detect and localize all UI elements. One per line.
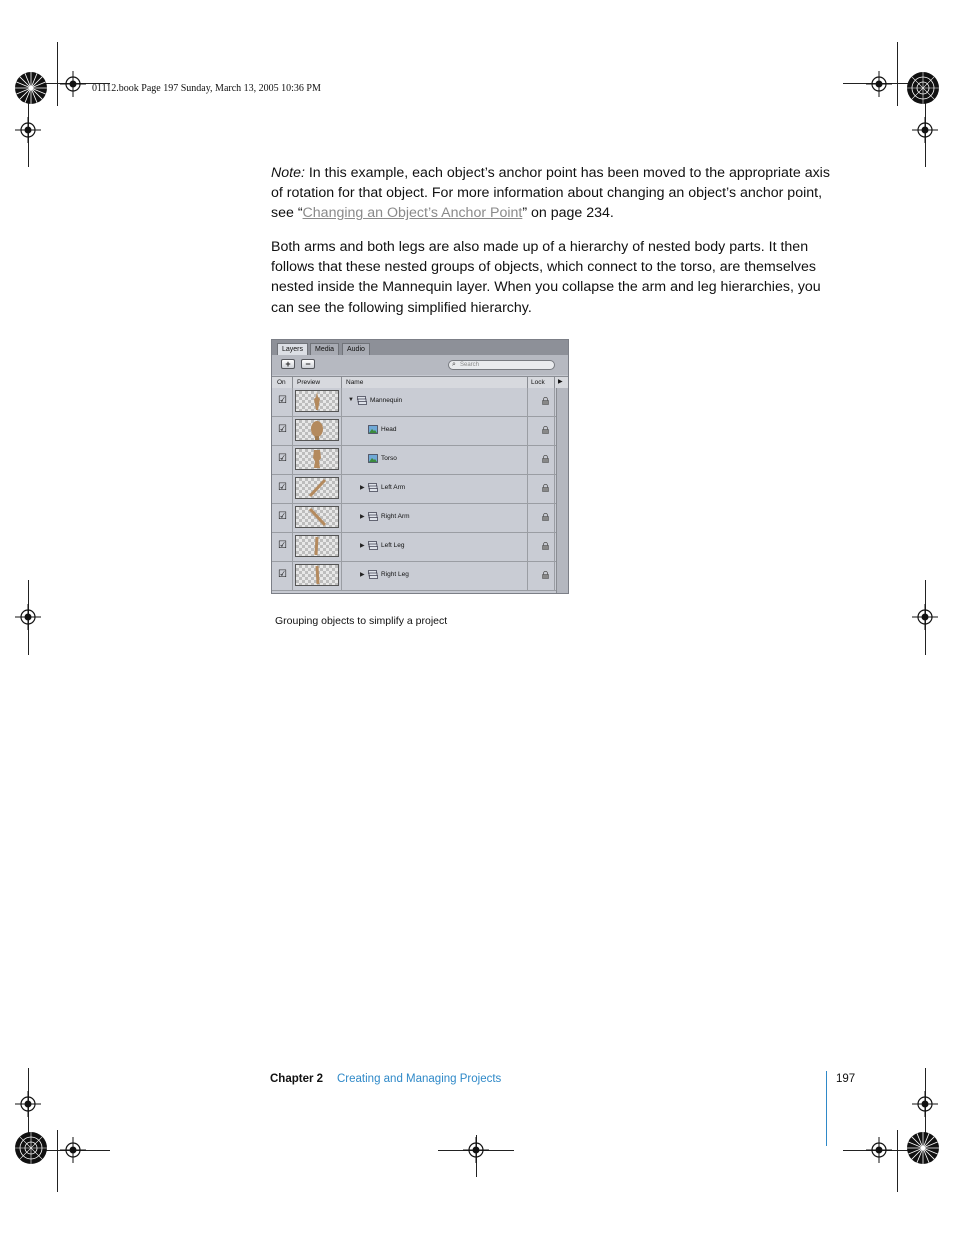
layer-visibility-checkbox[interactable]: ☑ (278, 511, 287, 522)
layer-name[interactable]: Right Leg (381, 571, 409, 578)
registration-mark-icon (15, 604, 41, 630)
layer-name[interactable]: Right Arm (381, 513, 410, 520)
lock-icon[interactable] (542, 397, 549, 405)
group-icon (357, 396, 367, 405)
note-paragraph (271, 163, 831, 224)
column-lock: Lock (531, 379, 545, 386)
starburst-mark-icon (906, 1131, 940, 1165)
column-on: On (277, 379, 286, 386)
registration-mark-icon (60, 71, 86, 97)
tab-layers[interactable]: Layers (277, 343, 308, 355)
layer-visibility-checkbox[interactable]: ☑ (278, 482, 287, 493)
disclosure-collapsed-icon[interactable]: ▶ (360, 485, 365, 491)
layer-visibility-checkbox[interactable]: ☑ (278, 395, 287, 406)
starburst-mark-icon (14, 1131, 48, 1165)
layer-preview-thumbnail (295, 535, 339, 557)
note-text-end: ” on page 234. (522, 205, 614, 222)
remove-layer-button[interactable]: − (301, 359, 315, 369)
layer-row[interactable] (272, 475, 568, 504)
group-icon (368, 541, 378, 550)
disclosure-expanded-icon[interactable]: ▼ (348, 397, 354, 403)
cross-reference-link[interactable]: Changing an Object’s Anchor Point (302, 205, 523, 222)
layer-preview-thumbnail (295, 477, 339, 499)
column-preview: Preview (297, 379, 321, 386)
search-icon: ⌕ (452, 361, 456, 368)
layer-name[interactable]: Head (381, 426, 397, 433)
column-name: Name (346, 379, 364, 386)
column-more-chevron-icon[interactable]: ▶ (558, 379, 563, 385)
note-text: In this example, each object’s anchor point has been moved to the appropriate axis of rotation for that object. For more information about changing an object’s anchor point, see “ (271, 165, 830, 222)
layers-panel (271, 339, 569, 594)
lock-icon[interactable] (542, 455, 549, 463)
registration-mark-icon (912, 1091, 938, 1117)
layer-visibility-checkbox[interactable]: ☑ (278, 540, 287, 551)
panel-tab-bar (272, 340, 568, 356)
lock-icon[interactable] (542, 513, 549, 521)
tab-media[interactable]: Media (310, 343, 339, 355)
layer-preview-thumbnail (295, 419, 339, 441)
layer-row[interactable] (272, 446, 568, 475)
image-icon (368, 425, 378, 434)
lock-icon[interactable] (542, 571, 549, 579)
panel-toolbar (272, 355, 568, 375)
registration-mark-icon (60, 1137, 86, 1163)
layer-row[interactable] (272, 562, 568, 591)
registration-mark-icon (866, 71, 892, 97)
footer-chapter-title: Creating and Managing Projects (337, 1073, 502, 1085)
layer-name[interactable]: Left Leg (381, 542, 405, 549)
registration-mark-icon (912, 604, 938, 630)
body-paragraph: Both arms and both legs are also made up of a hierarchy of nested body parts. It then follows that these nested groups of objects, which connect to the torso, are themselves nested inside the Mannequin layer. When you collapse the arm and leg hierarchies, you can see the following simplified hierarchy. (271, 239, 821, 316)
page-number: 197 (836, 1073, 856, 1085)
note-label: Note: (271, 165, 305, 181)
scrollbar[interactable] (556, 388, 569, 594)
layer-list (272, 388, 568, 591)
starburst-mark-icon (906, 71, 940, 105)
layer-name[interactable]: Mannequin (370, 397, 403, 404)
layer-name[interactable]: Left Arm (381, 484, 406, 491)
group-icon (368, 570, 378, 579)
layer-visibility-checkbox[interactable]: ☑ (278, 424, 287, 435)
book-header: 01112.book Page 197 Sunday, March 13, 2005 10:36 PM (92, 83, 321, 94)
layer-preview-thumbnail (295, 506, 339, 528)
registration-mark-icon (15, 117, 41, 143)
group-icon (368, 512, 378, 521)
layer-row[interactable] (272, 504, 568, 533)
crop-mark (57, 42, 58, 106)
group-icon (368, 483, 378, 492)
layer-name[interactable]: Torso (381, 455, 397, 462)
layer-row[interactable] (272, 388, 568, 417)
registration-mark-icon (866, 1137, 892, 1163)
disclosure-collapsed-icon[interactable]: ▶ (360, 543, 365, 549)
layer-row[interactable] (272, 417, 568, 446)
registration-mark-icon (15, 1091, 41, 1117)
lock-icon[interactable] (542, 426, 549, 434)
figure-caption: Grouping objects to simplify a project (275, 615, 448, 627)
layer-visibility-checkbox[interactable]: ☑ (278, 453, 287, 464)
layer-row[interactable] (272, 533, 568, 562)
layer-preview-thumbnail (295, 390, 339, 412)
image-icon (368, 454, 378, 463)
search-input[interactable] (448, 360, 555, 370)
crop-mark (57, 1130, 58, 1192)
layer-preview-thumbnail (295, 448, 339, 470)
crop-mark (897, 1130, 898, 1192)
starburst-mark-icon (14, 71, 48, 105)
disclosure-collapsed-icon[interactable]: ▶ (360, 514, 365, 520)
registration-mark-icon (463, 1137, 489, 1163)
layer-visibility-checkbox[interactable]: ☑ (278, 569, 287, 580)
disclosure-collapsed-icon[interactable]: ▶ (360, 572, 365, 578)
lock-icon[interactable] (542, 484, 549, 492)
footer-chapter-label: Chapter 2 (270, 1073, 324, 1085)
tab-audio[interactable]: Audio (342, 343, 370, 355)
add-layer-button[interactable]: + (281, 359, 295, 369)
layer-preview-thumbnail (295, 564, 339, 586)
crop-mark (897, 42, 898, 106)
registration-mark-icon (912, 117, 938, 143)
footer-divider (826, 1071, 827, 1146)
lock-icon[interactable] (542, 542, 549, 550)
search-placeholder: Search (460, 362, 480, 368)
